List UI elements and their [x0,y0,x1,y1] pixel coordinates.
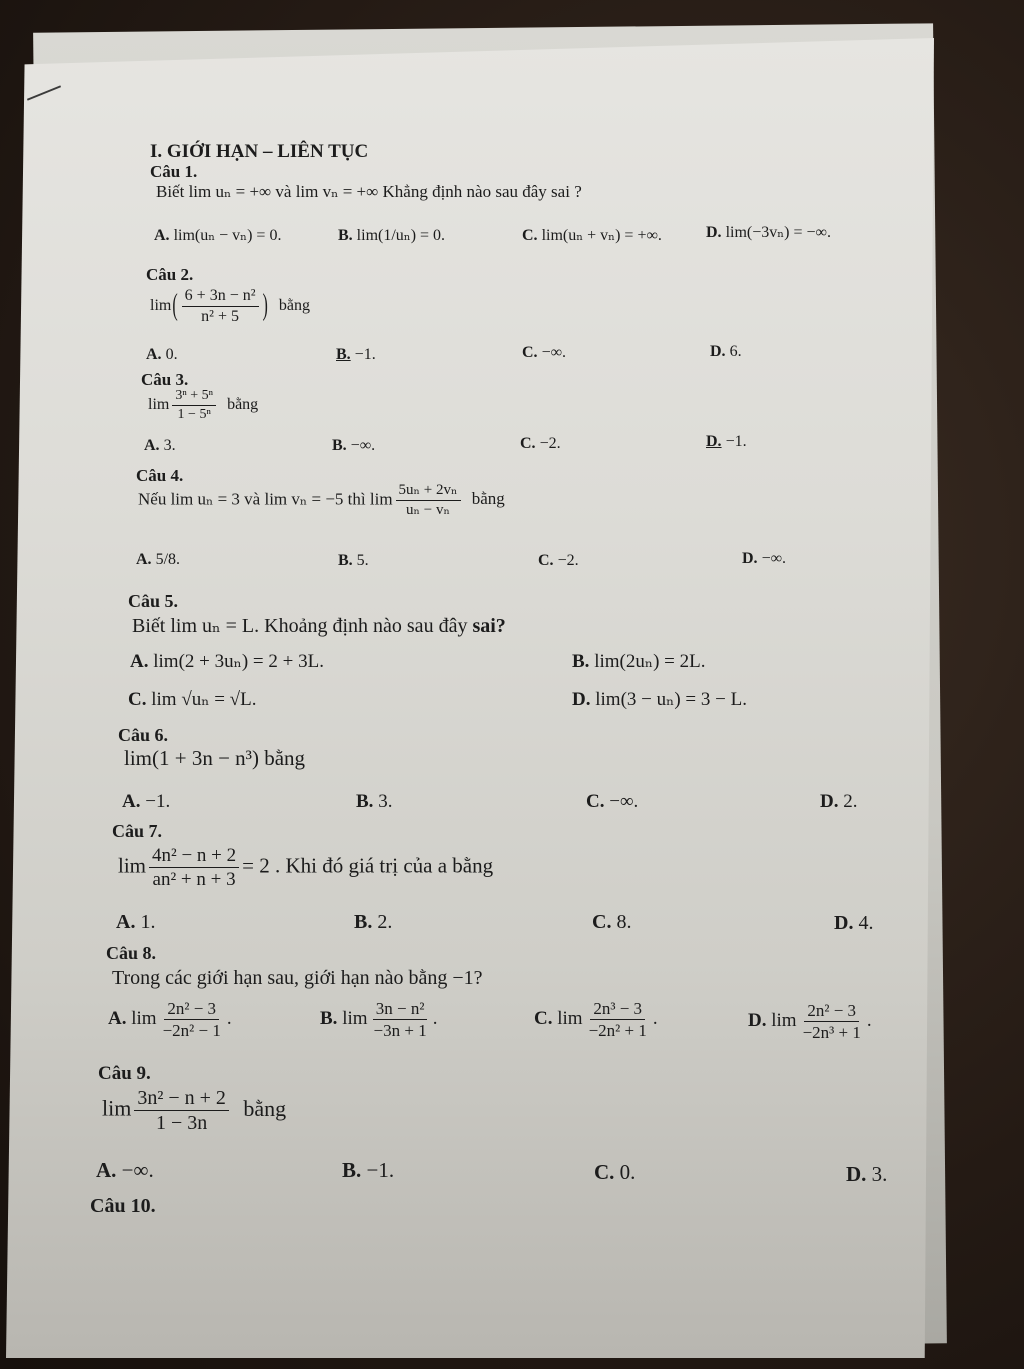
option-a: A. 3. [144,437,176,454]
option-d: D. −1. [706,433,747,450]
question-label: Câu 3. [141,370,189,389]
option-d: D. 2. [820,791,858,812]
option-a: A. 5/8. [136,551,181,568]
option-a: A. lim(2 + 3uₙ) = 2 + 3L. [130,651,324,672]
option-b: B. lim $\frac{\text{3n − n²}}{-3n + 1}$ . [320,999,438,1040]
option-d: D. 3. [846,1162,888,1186]
option-c: C. −∞. [586,791,639,812]
question-label: Câu 1. [150,162,198,181]
question-label: Câu 7. [112,821,163,841]
option-c: C. −2. [538,552,579,569]
option-c: C. −∞. [522,344,566,361]
question-stem: Trong các giới hạn sau, giới hạn nào bằng −1? [112,967,483,989]
option-c: C. lim(uₙ + vₙ) = +∞. [522,227,662,244]
question-label: Câu 8. [106,943,157,963]
option-d: D. 4. [834,912,874,934]
question-label: Câu 4. [136,466,184,485]
option-a: A. −∞. [96,1158,154,1182]
option-d: D. lim $\frac{\text{2n² − 3}}{\text{−2n³ + 1}}$ . [748,1001,872,1042]
section-title: I. GIỚI HẠN – LIÊN TỤC [150,141,369,162]
question-label: Câu 6. [118,725,169,745]
option-d: D. 6. [710,343,742,360]
option-c: C. 8. [592,911,632,933]
question-expression: Nếu lim uₙ = 3 và lim vₙ = −5 thì lim $\frac{\text{5uₙ + 2vₙ}}{\text{uₙ − vₙ}}$ bằng [138,482,505,518]
question-stem: Biết lim uₙ = +∞ và lim vₙ = +∞ Khẳng định nào sau đây sai ? [156,182,582,201]
option-a: A. lim(uₙ − vₙ) = 0. [154,227,282,244]
option-d: D. −∞. [742,550,786,567]
question-label: Câu 5. [128,591,179,611]
option-a: A. lim $\frac{\text{2n² − 3}}{\text{−2n² − 1}}$ . [108,999,232,1040]
option-c: C. lim $\frac{\text{2n³ − 3}}{\text{−2n² + 1}}$ . [534,999,658,1040]
option-a: A. −1. [122,791,171,812]
question-expression: lim $\frac{\text{3ⁿ + 5ⁿ}}{\text{1 − 5ⁿ}}$ bằng [148,388,259,422]
option-c: C. 0. [594,1160,636,1184]
question-stem: Biết lim uₙ = L. Khoảng định nào sau đây sai? [132,615,506,637]
option-c: C. −2. [520,435,561,452]
question-expression: lim $\frac{\text{3n² − n + 2}}{1 - 3n}$ bằng [102,1087,287,1134]
option-a: A. 0. [146,346,178,363]
question-stem: lim(1 + 3n − n³) bằng [124,746,306,770]
question-label: Câu 9. [98,1063,151,1084]
option-b: B. −1. [342,1158,395,1182]
question-label: Câu 10. [90,1195,156,1217]
option-b: B. −∞. [332,437,376,454]
question-expression: lim $\frac{\text{4n² − n + 2}}{\text{an² + n + 3}}$ = 2 . Khi đó giá trị của a bằng [118,845,494,890]
option-b: B. 5. [338,552,369,569]
option-b: B. 2. [354,911,393,933]
question-expression: lim( $\frac{\text{6 + 3n − n²}}{\text{n² + 5}}$ ) bằng [150,287,310,325]
option-b: B. lim(2uₙ) = 2L. [572,651,706,672]
option-a: A. 1. [116,911,156,933]
option-b: B. −1. [336,346,376,363]
option-d: D. lim(−3vₙ) = −∞. [706,224,831,241]
option-b: B. lim(1/uₙ) = 0. [338,227,446,244]
option-b: B. 3. [356,791,393,812]
option-d: D. lim(3 − uₙ) = 3 − L. [572,689,747,710]
option-c: C. lim √uₙ = √L. [128,689,257,710]
question-label: Câu 2. [146,265,194,284]
